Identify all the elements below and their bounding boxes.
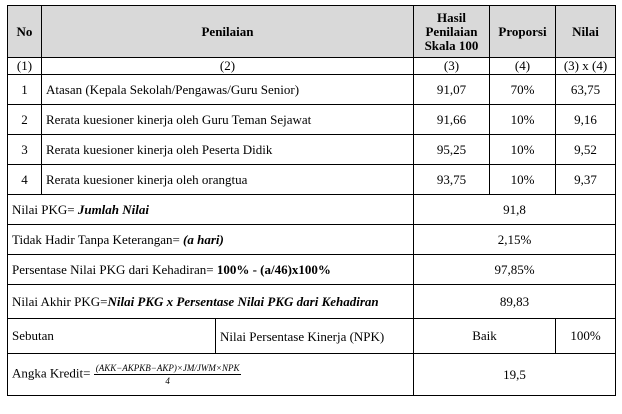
sebutan-npk-cell — [8, 319, 414, 354]
tidak-hadir-label — [8, 225, 414, 255]
persentase-value: 97,85% — [414, 255, 616, 285]
nilai-akhir-label-text: Nilai Akhir PKG= — [12, 294, 108, 309]
row-penilaian: Rerata kuesioner kinerja oleh Peserta Didik — [42, 135, 414, 165]
angka-kredit-label-text: Angka Kredit= — [12, 365, 94, 381]
tidak-hadir-row — [8, 225, 616, 255]
tidak-hadir-label-formula: (a hari) — [183, 231, 224, 247]
row-proporsi: 10% — [490, 135, 556, 165]
row-hasil: 95,25 — [414, 135, 490, 165]
row-penilaian: Rerata kuesioner kinerja oleh orangtua — [42, 165, 414, 195]
row-hasil: 91,66 — [414, 105, 490, 135]
npk-value: 100% — [556, 319, 616, 354]
nilai-pkg-row — [8, 195, 616, 225]
index-cell: (2) — [42, 58, 414, 75]
header-hasil — [414, 6, 490, 58]
row-nilai: 9,37 — [556, 165, 616, 195]
row-nilai: 9,16 — [556, 105, 616, 135]
nilai-akhir-label-formula: Nilai PKG x Persentase Nilai PKG dari Kehadiran — [107, 294, 379, 309]
sebutan-label: Sebutan — [8, 319, 216, 353]
row-no: 2 — [8, 105, 42, 135]
nilai-pkg-label-formula: Jumlah Nilai — [77, 201, 150, 217]
persentase-label — [8, 255, 414, 285]
header-row — [8, 6, 616, 58]
row-proporsi: 10% — [490, 165, 556, 195]
nilai-akhir-row — [8, 285, 616, 319]
header-proporsi: Proporsi — [490, 6, 556, 58]
angka-kredit-formula — [94, 362, 242, 387]
formula-numerator: (AKK−AKPKB−AKP)×JM/JWM×NPK — [95, 363, 240, 373]
row-penilaian: Rerata kuesioner kinerja oleh Guru Teman Sejawat — [42, 105, 414, 135]
persentase-label-text: Persentase Nilai PKG dari Kehadiran= — [12, 261, 217, 277]
header-hasil-line-2: Penilaian — [425, 23, 478, 39]
formula-denominator: 4 — [165, 376, 170, 386]
header-hasil-line-1: Hasil — [437, 9, 466, 25]
header-no: No — [8, 6, 42, 58]
index-cell: (3) — [414, 58, 490, 75]
nilai-akhir-label — [8, 285, 414, 319]
pkg-assessment-table — [7, 5, 616, 396]
row-proporsi: 70% — [490, 75, 556, 105]
index-cell: (4) — [490, 58, 556, 75]
tidak-hadir-value: 2,15% — [414, 225, 616, 255]
index-cell: (1) — [8, 58, 42, 75]
angka-kredit-row — [8, 354, 616, 396]
table-row — [8, 75, 616, 105]
header-penilaian: Penilaian — [42, 6, 414, 58]
row-no: 3 — [8, 135, 42, 165]
row-hasil: 91,07 — [414, 75, 490, 105]
sebutan-value: Baik — [414, 319, 556, 354]
row-proporsi: 10% — [490, 105, 556, 135]
tidak-hadir-label-text: Tidak Hadir Tanpa Keterangan= — [12, 231, 184, 247]
nilai-akhir-value: 89,83 — [414, 285, 616, 319]
row-no: 4 — [8, 165, 42, 195]
npk-label: Nilai Persentase Kinerja (NPK) — [220, 328, 385, 344]
persentase-label-formula: 100% - (a/46)x100% — [216, 261, 331, 277]
angka-kredit-value: 19,5 — [414, 354, 616, 396]
nilai-pkg-label-text: Nilai PKG= — [12, 201, 78, 217]
angka-kredit-label — [8, 354, 414, 396]
table-row — [8, 105, 616, 135]
header-nilai: Nilai — [556, 6, 616, 58]
header-hasil-line-3: Skala 100 — [424, 37, 479, 53]
row-no: 1 — [8, 75, 42, 105]
row-hasil: 93,75 — [414, 165, 490, 195]
nilai-pkg-value: 91,8 — [414, 195, 616, 225]
persentase-row — [8, 255, 616, 285]
row-nilai: 9,52 — [556, 135, 616, 165]
sebutan-row — [8, 319, 616, 354]
table-row — [8, 135, 616, 165]
row-penilaian: Atasan (Kepala Sekolah/Pengawas/Guru Senior) — [42, 75, 414, 105]
nilai-pkg-label — [8, 195, 414, 225]
index-row — [8, 58, 616, 75]
row-nilai: 63,75 — [556, 75, 616, 105]
table-row — [8, 165, 616, 195]
index-cell: (3) x (4) — [556, 58, 616, 75]
